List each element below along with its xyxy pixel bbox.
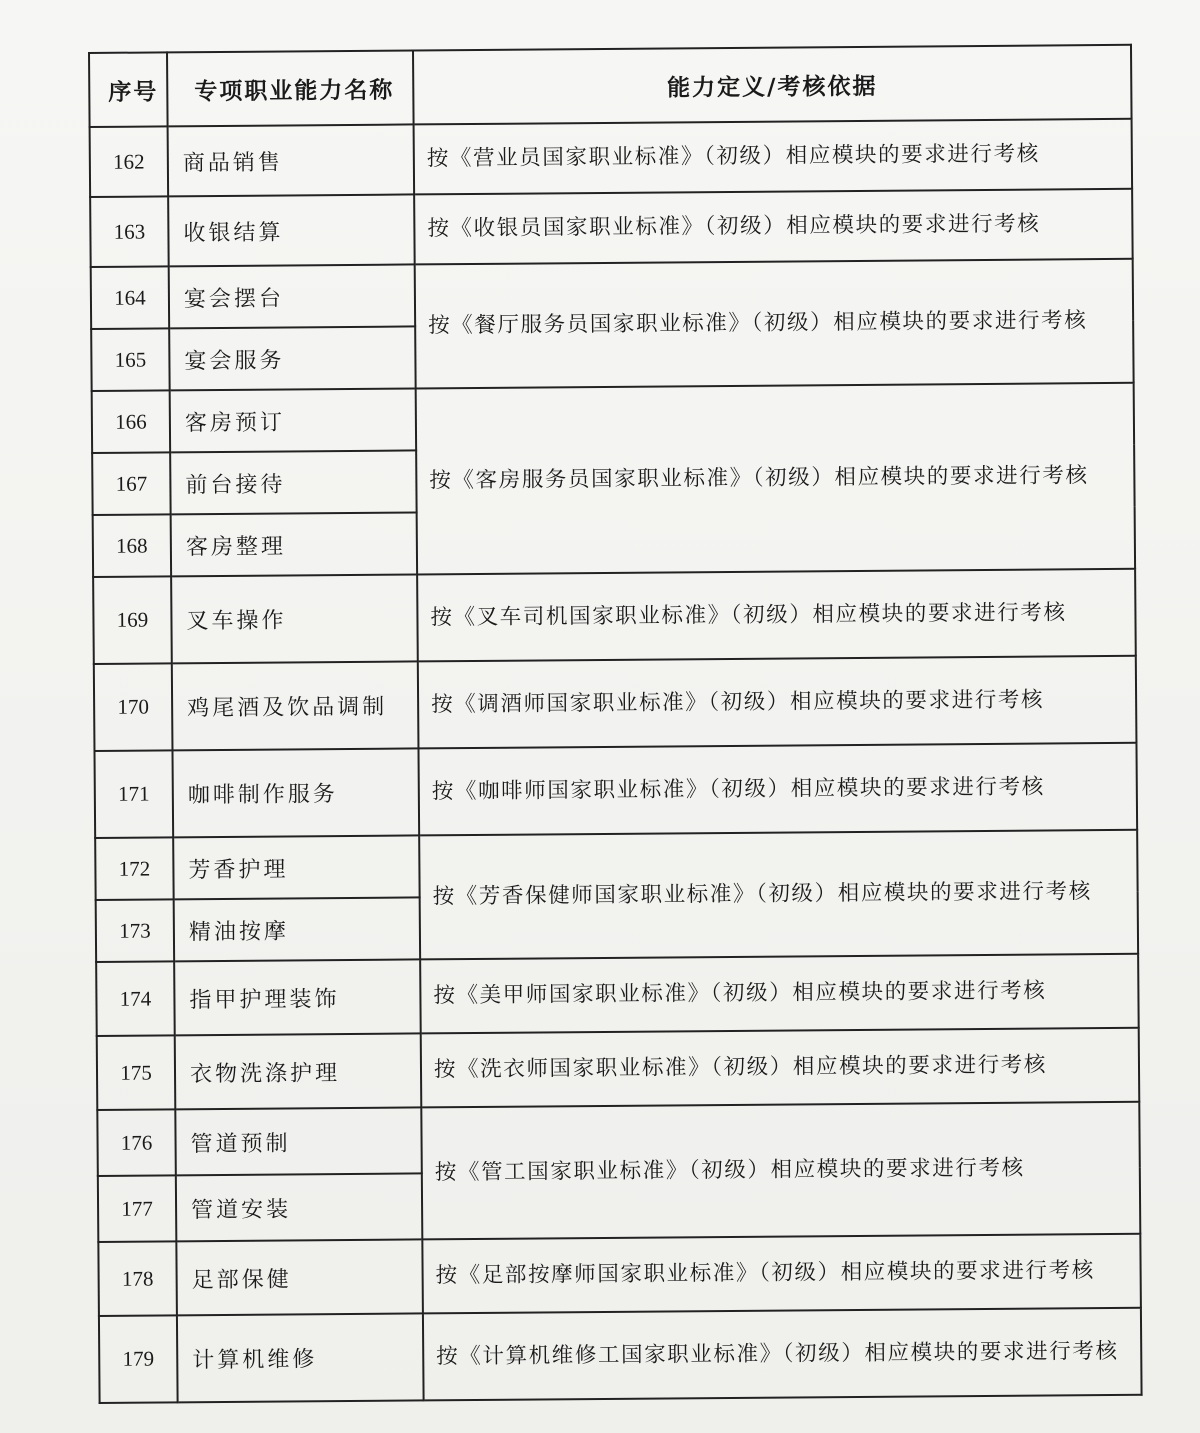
- skill-name: 商品销售: [168, 124, 415, 196]
- skill-name: 管道预制: [175, 1107, 422, 1175]
- skill-definition: 按《客房服务员国家职业标准》（初级）相应模块的要求进行考核: [416, 383, 1135, 575]
- skill-name: 指甲护理装饰: [174, 959, 421, 1035]
- row-number: 171: [94, 750, 173, 838]
- table-row: [99, 1308, 1142, 1403]
- skill-name: 足部保健: [176, 1239, 423, 1315]
- skill-name: 宴会摆台: [169, 264, 415, 328]
- header-definition: 能力定义/考核依据: [413, 45, 1132, 125]
- skill-definition: 按《营业员国家职业标准》（初级）相应模块的要求进行考核: [414, 119, 1133, 195]
- skill-definition: 按《叉车司机国家职业标准》（初级）相应模块的要求进行考核: [417, 569, 1136, 662]
- table-row: [95, 830, 1137, 900]
- skill-name: 收银结算: [168, 194, 415, 266]
- skill-definition: 按《芳香保健师国家职业标准》（初级）相应模块的要求进行考核: [419, 830, 1138, 960]
- table-row: [91, 259, 1133, 329]
- row-number: 176: [97, 1109, 176, 1176]
- row-number: 166: [92, 390, 170, 453]
- skill-definition: 按《管工国家职业标准》（初级）相应模块的要求进行考核: [421, 1102, 1140, 1240]
- skill-name: 鸡尾酒及饮品调制: [172, 661, 419, 750]
- skill-name: 客房整理: [171, 512, 417, 576]
- row-number: 168: [93, 514, 171, 577]
- skill-definition: 按《调酒师国家职业标准》（初级）相应模块的要求进行考核: [418, 656, 1137, 749]
- row-number: 179: [99, 1315, 178, 1403]
- skill-name: 前台接待: [170, 450, 416, 514]
- table-row: [96, 954, 1139, 1036]
- skill-name: 叉车操作: [171, 574, 418, 663]
- row-number: 173: [96, 899, 174, 962]
- row-number: 174: [96, 961, 175, 1036]
- row-number: 162: [90, 126, 169, 197]
- table-row: [92, 383, 1134, 453]
- table-row: [94, 656, 1137, 751]
- table-row: [98, 1234, 1141, 1316]
- skill-definition: 按《足部按摩师国家职业标准》（初级）相应模块的要求进行考核: [422, 1234, 1141, 1314]
- row-number: 163: [90, 196, 169, 267]
- row-number: 170: [94, 663, 173, 751]
- skill-definition: 按《计算机维修工国家职业标准》（初级）相应模块的要求进行考核: [423, 1308, 1142, 1401]
- skill-name: 计算机维修: [177, 1313, 424, 1402]
- skill-name: 管道安装: [176, 1173, 423, 1241]
- table-row: [93, 569, 1136, 664]
- table-row: [90, 189, 1133, 267]
- skill-definition: 按《美甲师国家职业标准》（初级）相应模块的要求进行考核: [420, 954, 1139, 1034]
- row-number: 167: [92, 452, 170, 515]
- table-row: [97, 1102, 1139, 1176]
- row-number: 172: [95, 837, 173, 900]
- table-row: [97, 1028, 1140, 1110]
- row-number: 175: [97, 1035, 176, 1110]
- skill-name: 衣物洗涤护理: [175, 1033, 422, 1109]
- row-number: 164: [91, 266, 169, 329]
- header-skill-name: 专项职业能力名称: [167, 50, 414, 126]
- skill-definition: 按《咖啡师国家职业标准》（初级）相应模块的要求进行考核: [418, 743, 1137, 836]
- table-row: [90, 119, 1133, 197]
- skill-definition: 按《收银员国家职业标准》（初级）相应模块的要求进行考核: [414, 189, 1133, 265]
- row-number: 165: [91, 328, 169, 391]
- row-number: 178: [98, 1241, 177, 1316]
- skill-name: 客房预订: [170, 388, 416, 452]
- skill-name: 芳香护理: [173, 835, 419, 899]
- table-row: [94, 743, 1137, 838]
- skill-definition: 按《洗衣师国家职业标准》（初级）相应模块的要求进行考核: [421, 1028, 1140, 1108]
- occupational-skills-table: [88, 44, 1143, 1404]
- row-number: 169: [93, 576, 172, 664]
- header-number: 序号: [89, 52, 168, 127]
- table-header-row: [89, 45, 1132, 127]
- skill-name: 宴会服务: [169, 326, 415, 390]
- skill-definition: 按《餐厅服务员国家职业标准》（初级）相应模块的要求进行考核: [415, 259, 1134, 389]
- skill-name: 咖啡制作服务: [172, 748, 419, 837]
- skill-name: 精油按摩: [174, 897, 420, 961]
- row-number: 177: [98, 1175, 177, 1242]
